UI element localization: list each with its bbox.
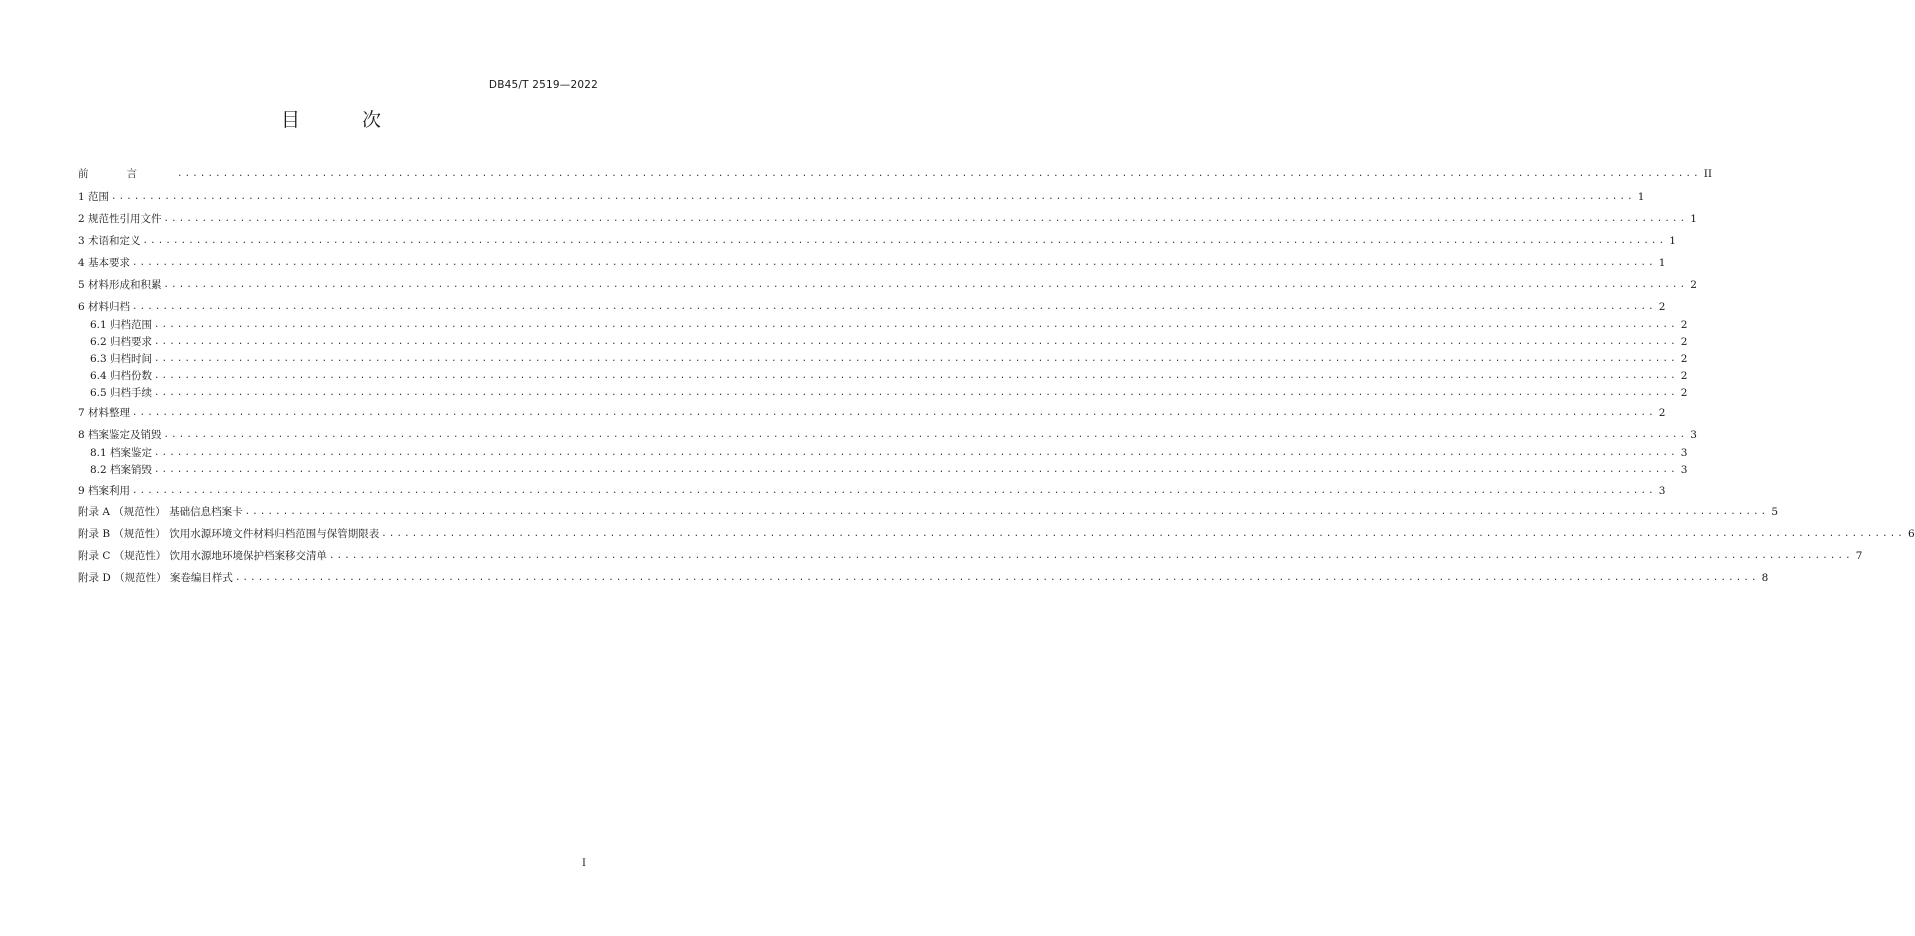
toc-entry-label: 8.1 档案鉴定: [90, 447, 153, 459]
toc-entry-page: 1: [1637, 191, 1645, 203]
toc-dot-leader: ........................................................................................................................................................................................................: [111, 192, 1635, 202]
toc-dot-leader: ........................................................................................................................................................................................................: [142, 236, 1667, 246]
toc-entry-page: 3: [1690, 429, 1697, 441]
toc-entry[interactable]: [90, 461, 1688, 477]
toc-dot-leader: ........................................................................................................................................................................................................: [154, 354, 1678, 364]
toc-entry-page: 2: [1680, 387, 1688, 399]
toc-entry-page: 2: [1680, 336, 1688, 348]
toc-entry[interactable]: [90, 316, 1688, 332]
toc-entry[interactable]: [78, 503, 1778, 519]
toc-entry[interactable]: [78, 232, 1676, 248]
toc-entry-label: 6 材料归档: [78, 301, 131, 313]
toc-entry[interactable]: [78, 188, 1645, 204]
toc-dot-leader: ........................................................................................................................................................................................................: [154, 465, 1678, 475]
toc-dot-leader: ........................................................................................................................................................................................................: [163, 430, 1688, 440]
toc-entry-label: 4 基本要求: [78, 257, 131, 269]
toc-entry[interactable]: [78, 547, 1863, 563]
toc-entry-page: 2: [1680, 370, 1688, 382]
toc-dot-leader: ........................................................................................................................................................................................................: [154, 337, 1678, 347]
toc-dot-leader: ........................................................................................................................................................................................................: [244, 507, 1769, 517]
toc-entry-page: 2: [1658, 301, 1666, 313]
toc-entry-label: 6.5 归档手续: [90, 387, 153, 399]
toc-entry-label: 7 材料整理: [78, 407, 131, 419]
toc-entry-page: 7: [1855, 550, 1863, 562]
toc-dot-leader: ........................................................................................................................................................................................................: [132, 486, 1656, 496]
toc-entry[interactable]: [78, 298, 1666, 314]
toc-entry-page: 6: [1907, 528, 1915, 540]
toc-dot-leader: ........................................................................................................................................................................................................: [163, 214, 1688, 224]
toc-dot-leader: ........................................................................................................................................................................................................: [154, 448, 1678, 458]
toc-entry-label: 附录 D （规范性） 案卷编目样式: [78, 572, 233, 584]
toc-entry-page: 1: [1669, 235, 1676, 247]
toc-entry-label: 1 范围: [78, 191, 110, 203]
document-code: DB45/T 2519—2022: [488, 79, 598, 91]
toc-entry-page: 8: [1761, 572, 1769, 584]
toc-entry-label: 2 规范性引用文件: [78, 213, 162, 225]
toc-entry-page: 2: [1680, 353, 1688, 365]
toc-entry-label: 8 档案鉴定及销毁: [78, 429, 162, 441]
toc-entry-page: 5: [1771, 506, 1778, 518]
toc-entry[interactable]: [78, 404, 1666, 420]
toc-entry-label: 附录 B （规范性） 饮用水源环境文件材料归档范围与保管期限表: [78, 528, 380, 540]
toc-dot-leader: ........................................................................................................................................................................................................: [132, 302, 1656, 312]
toc-entry-label: 附录 C （规范性） 饮用水源地环境保护档案移交清单: [78, 550, 328, 562]
toc-entry[interactable]: [78, 210, 1697, 226]
toc-entry[interactable]: [78, 426, 1697, 442]
toc-entry-label: 6.4 归档份数: [90, 370, 153, 382]
toc-dot-leader: ........................................................................................................................................................................................................: [132, 408, 1656, 418]
toc-dot-leader: ........................................................................................................................................................................................................: [132, 258, 1656, 268]
toc-entry[interactable]: [90, 367, 1688, 383]
toc-entry-label: 8.2 档案销毁: [90, 464, 153, 476]
toc-dot-leader: ........................................................................................................................................................................................................: [177, 169, 1701, 179]
toc-dot-leader: ........................................................................................................................................................................................................: [154, 371, 1678, 381]
toc-entry-label: 6.1 归档范围: [90, 319, 153, 331]
toc-entry-label: 6.2 归档要求: [90, 336, 153, 348]
toc-entry[interactable]: [90, 350, 1688, 366]
toc-entry-page: 3: [1658, 485, 1666, 497]
toc-entry-label: 附录 A （规范性） 基础信息档案卡: [78, 506, 243, 518]
toc-entry-page: 2: [1658, 407, 1666, 419]
toc-entry[interactable]: [78, 525, 1915, 541]
toc-entry[interactable]: [78, 482, 1666, 498]
toc-entry-page: 3: [1680, 464, 1688, 476]
toc-entry-page: 1: [1658, 257, 1666, 269]
toc-entry-label: 5 材料形成和积累: [78, 279, 162, 291]
toc-entry-label: 6.3 归档时间: [90, 353, 153, 365]
toc-entry-page: 2: [1680, 319, 1688, 331]
toc-entry-label: 9 档案利用: [78, 485, 131, 497]
toc-entry-page: II: [1703, 168, 1712, 180]
toc-entry-page: 2: [1690, 279, 1697, 291]
toc-entry[interactable]: [78, 276, 1697, 292]
toc-dot-leader: ........................................................................................................................................................................................................: [329, 551, 1853, 561]
toc-entry[interactable]: [90, 444, 1688, 460]
toc-entry[interactable]: [90, 384, 1688, 400]
toc-dot-leader: ........................................................................................................................................................................................................: [234, 573, 1759, 583]
toc-entry-label: 3 术语和定义: [78, 235, 141, 247]
toc-entry-page: 3: [1680, 447, 1688, 459]
page-number: I: [582, 858, 586, 869]
toc-dot-leader: ........................................................................................................................................................................................................: [154, 320, 1678, 330]
toc-title: 目 次: [280, 109, 410, 131]
toc-dot-leader: ........................................................................................................................................................................................................: [163, 280, 1688, 290]
toc-entry[interactable]: [90, 333, 1688, 349]
toc-entry-page: 1: [1690, 213, 1697, 225]
toc-dot-leader: ........................................................................................................................................................................................................: [154, 388, 1678, 398]
toc-dot-leader: ........................................................................................................................................................................................................: [381, 529, 1905, 539]
toc-entry[interactable]: [78, 254, 1666, 270]
toc-entry-label: 前言: [78, 168, 175, 180]
toc-entry[interactable]: [78, 569, 1769, 585]
toc-entry[interactable]: [78, 165, 1712, 181]
